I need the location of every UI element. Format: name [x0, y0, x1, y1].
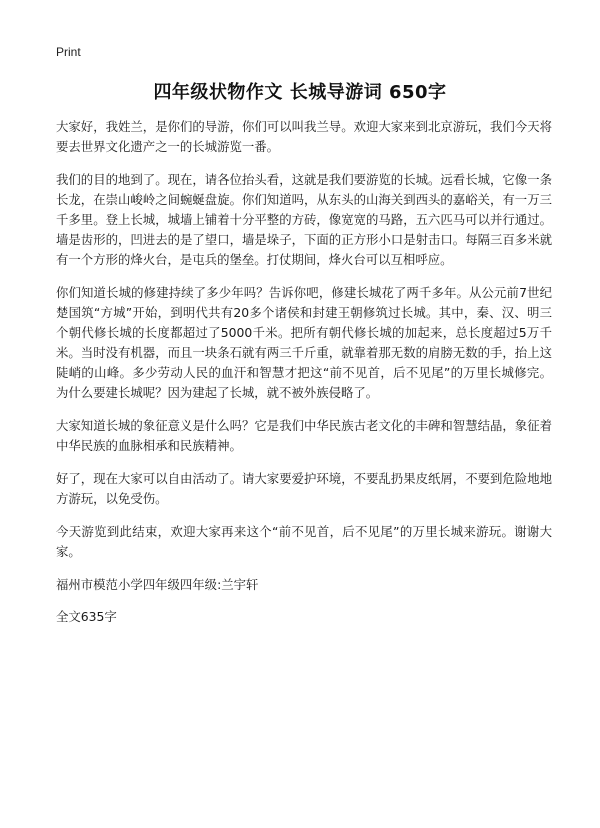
paragraph-greeting: 大家好，我姓兰，是你们的导游，你们可以叫我兰导。欢迎大家来到北京游玩，我们今天将要去世界文化遗产之一的长城游览一番。 [56, 119, 552, 154]
paragraph-history: 你们知道长城的修建持续了多少年吗？告诉你吧，修建长城花了两千多年。从公元前7世纪楚国筑“方城”开始，到明代共有20多个诸侯和封建王朝修筑过长城。其中，秦、汉、明三个朝代修长城的长度都超过了5000千米。把所有朝代修长城的加起来，总长度超过5万千米。当时没有机器，而且一块条石就有两三千斤重，就靠着那无数的肩膀无数的手，抬上这陡峭的山峰。多少劳动人民的血汗和智慧才把这“前不见首，后不见尾”的万里长城修完。为什么要建长城呢？因为建起了长城，就不被外族侵略了。 [56, 285, 552, 400]
paragraph-closing: 今天游览到此结束，欢迎大家再来这个“前不见首，后不见尾”的万里长城来游玩。谢谢大家。 [56, 524, 552, 559]
page-title: 四年级状物作文 长城导游词 650字 [153, 82, 447, 103]
word-count: 全文635字 [56, 609, 117, 624]
paragraph-symbolism: 大家知道长城的象征意义是什么吗？它是我们中华民族古老文化的丰碑和智慧结晶，象征着中华民族的血脉相承和民族精神。 [56, 418, 552, 453]
article-body [56, 117, 552, 627]
print-link[interactable]: Print [56, 45, 81, 59]
paragraph-free-time: 好了，现在大家可以自由活动了。请大家要爱护环境，不要乱扔果皮纸屑，不要到危险地地方游玩，以免受伤。 [56, 471, 552, 506]
paragraph-description: 我们的目的地到了。现在，请各位抬头看，这就是我们要游览的长城。远看长城，它像一条长龙，在崇山峻岭之间蜿蜒盘旋。你们知道吗，从东头的山海关到西头的嘉峪关，有一万三千多里。登上长城，城墙上铺着十分平整的方砖，像宽宽的马路，五六匹马可以并行通过。墙是齿形的，凹进去的是了望口，墙是垛子，下面的正方形小口是射击口。每隔三百多米就有一个方形的烽火台，是屯兵的堡垒。打仗期间，烽火台可以互相呼应。 [56, 172, 552, 267]
author-signature: 福州市模范小学四年级四年级:兰宇轩 [56, 577, 259, 592]
